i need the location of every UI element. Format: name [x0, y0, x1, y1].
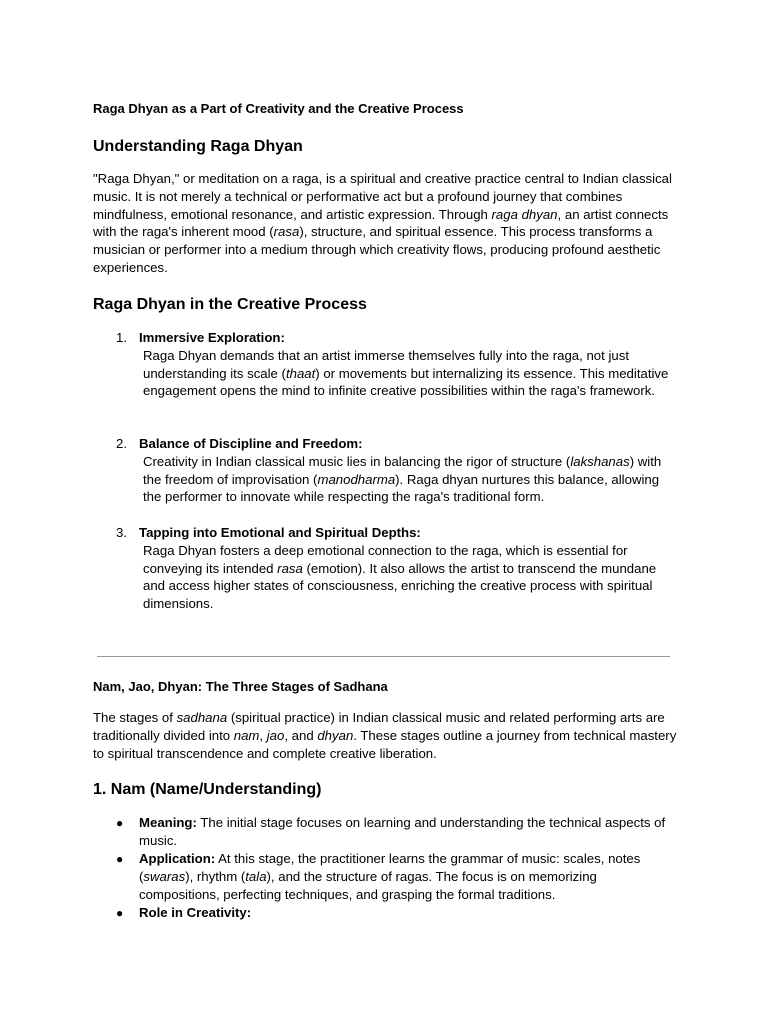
- bullet-label: Role in Creativity:: [139, 905, 252, 920]
- section-heading-creative-process: Raga Dhyan in the Creative Process: [93, 296, 367, 313]
- list-item-body: Raga Dhyan fosters a deep emotional connection to the raga, which is essential for conveying its intended rasa (emotion). It also allows the artist to transcend the mundane and access higher states of consciousness, enriching the creative process with spiritual dimensions.: [143, 542, 657, 612]
- bullet-icon: ●: [116, 852, 124, 866]
- list-item: [139, 435, 679, 506]
- bullet-label: Application:: [139, 851, 216, 866]
- list-number: 2.: [116, 436, 127, 451]
- list-item: [139, 524, 679, 613]
- bullet-item: [139, 904, 679, 922]
- intro-paragraph: "Raga Dhyan," or meditation on a raga, is a spiritual and creative practice central to Indian classical music. It is not merely a technical or performative act but a profound journey that combines mindfulness, emotional resonance, and artistic expression. Through raga dhyan, an artist connects with the raga's inherent mood (rasa), structure, and spiritual essence. This process transforms a musician or performer into a medium through which creativity flows, producing profound aesthetic experiences.: [93, 171, 672, 275]
- list-item-body: Raga Dhyan demands that an artist immerse themselves fully into the raga, not just understanding its scale (thaat) or movements but internalizing its essence. This meditative engagement opens the mind to infinite creative possibilities within the raga's framework.: [143, 347, 669, 399]
- bullet-text: The initial stage focuses on learning and understanding the technical aspects of music.: [139, 815, 666, 848]
- horizontal-divider: [97, 656, 670, 657]
- sadhana-title: Nam, Jao, Dhyan: The Three Stages of Sadhana: [93, 679, 388, 694]
- bullet-icon: ●: [116, 906, 124, 920]
- list-item-label: Balance of Discipline and Freedom:: [139, 436, 363, 451]
- list-number: 1.: [116, 330, 127, 345]
- document-title: Raga Dhyan as a Part of Creativity and the Creative Process: [93, 101, 464, 116]
- list-item-body: Creativity in Indian classical music lies in balancing the rigor of structure (lakshanas) with the freedom of improvisation (manodharma). Raga dhyan nurtures this balance, allowing the performer to innovate while respecting the raga's traditional form.: [143, 453, 662, 505]
- bullet-text: At this stage, the practitioner learns the grammar of music: scales, notes (swaras), rhythm (tala), and the structure of ragas. The focus is on memorizing compositions, perfecting techniques, and grasping the formal traditions.: [139, 851, 641, 902]
- list-number: 3.: [116, 525, 127, 540]
- bullet-item: [139, 850, 679, 903]
- sadhana-paragraph: The stages of sadhana (spiritual practice) in Indian classical music and related performing arts are traditionally divided into nam, jao, and dhyan. These stages outline a journey from technical mastery to spiritual transcendence and complete creative liberation.: [93, 710, 677, 761]
- nam-heading: 1. Nam (Name/Understanding): [93, 781, 322, 798]
- list-item-label: Immersive Exploration:: [139, 330, 285, 345]
- bullet-item: [139, 814, 679, 850]
- section-heading-understanding: Understanding Raga Dhyan: [93, 138, 303, 155]
- list-item-label: Tapping into Emotional and Spiritual Depths:: [139, 525, 421, 540]
- bullet-icon: ●: [116, 816, 124, 830]
- bullet-label: Meaning:: [139, 815, 197, 830]
- list-item: [139, 329, 679, 400]
